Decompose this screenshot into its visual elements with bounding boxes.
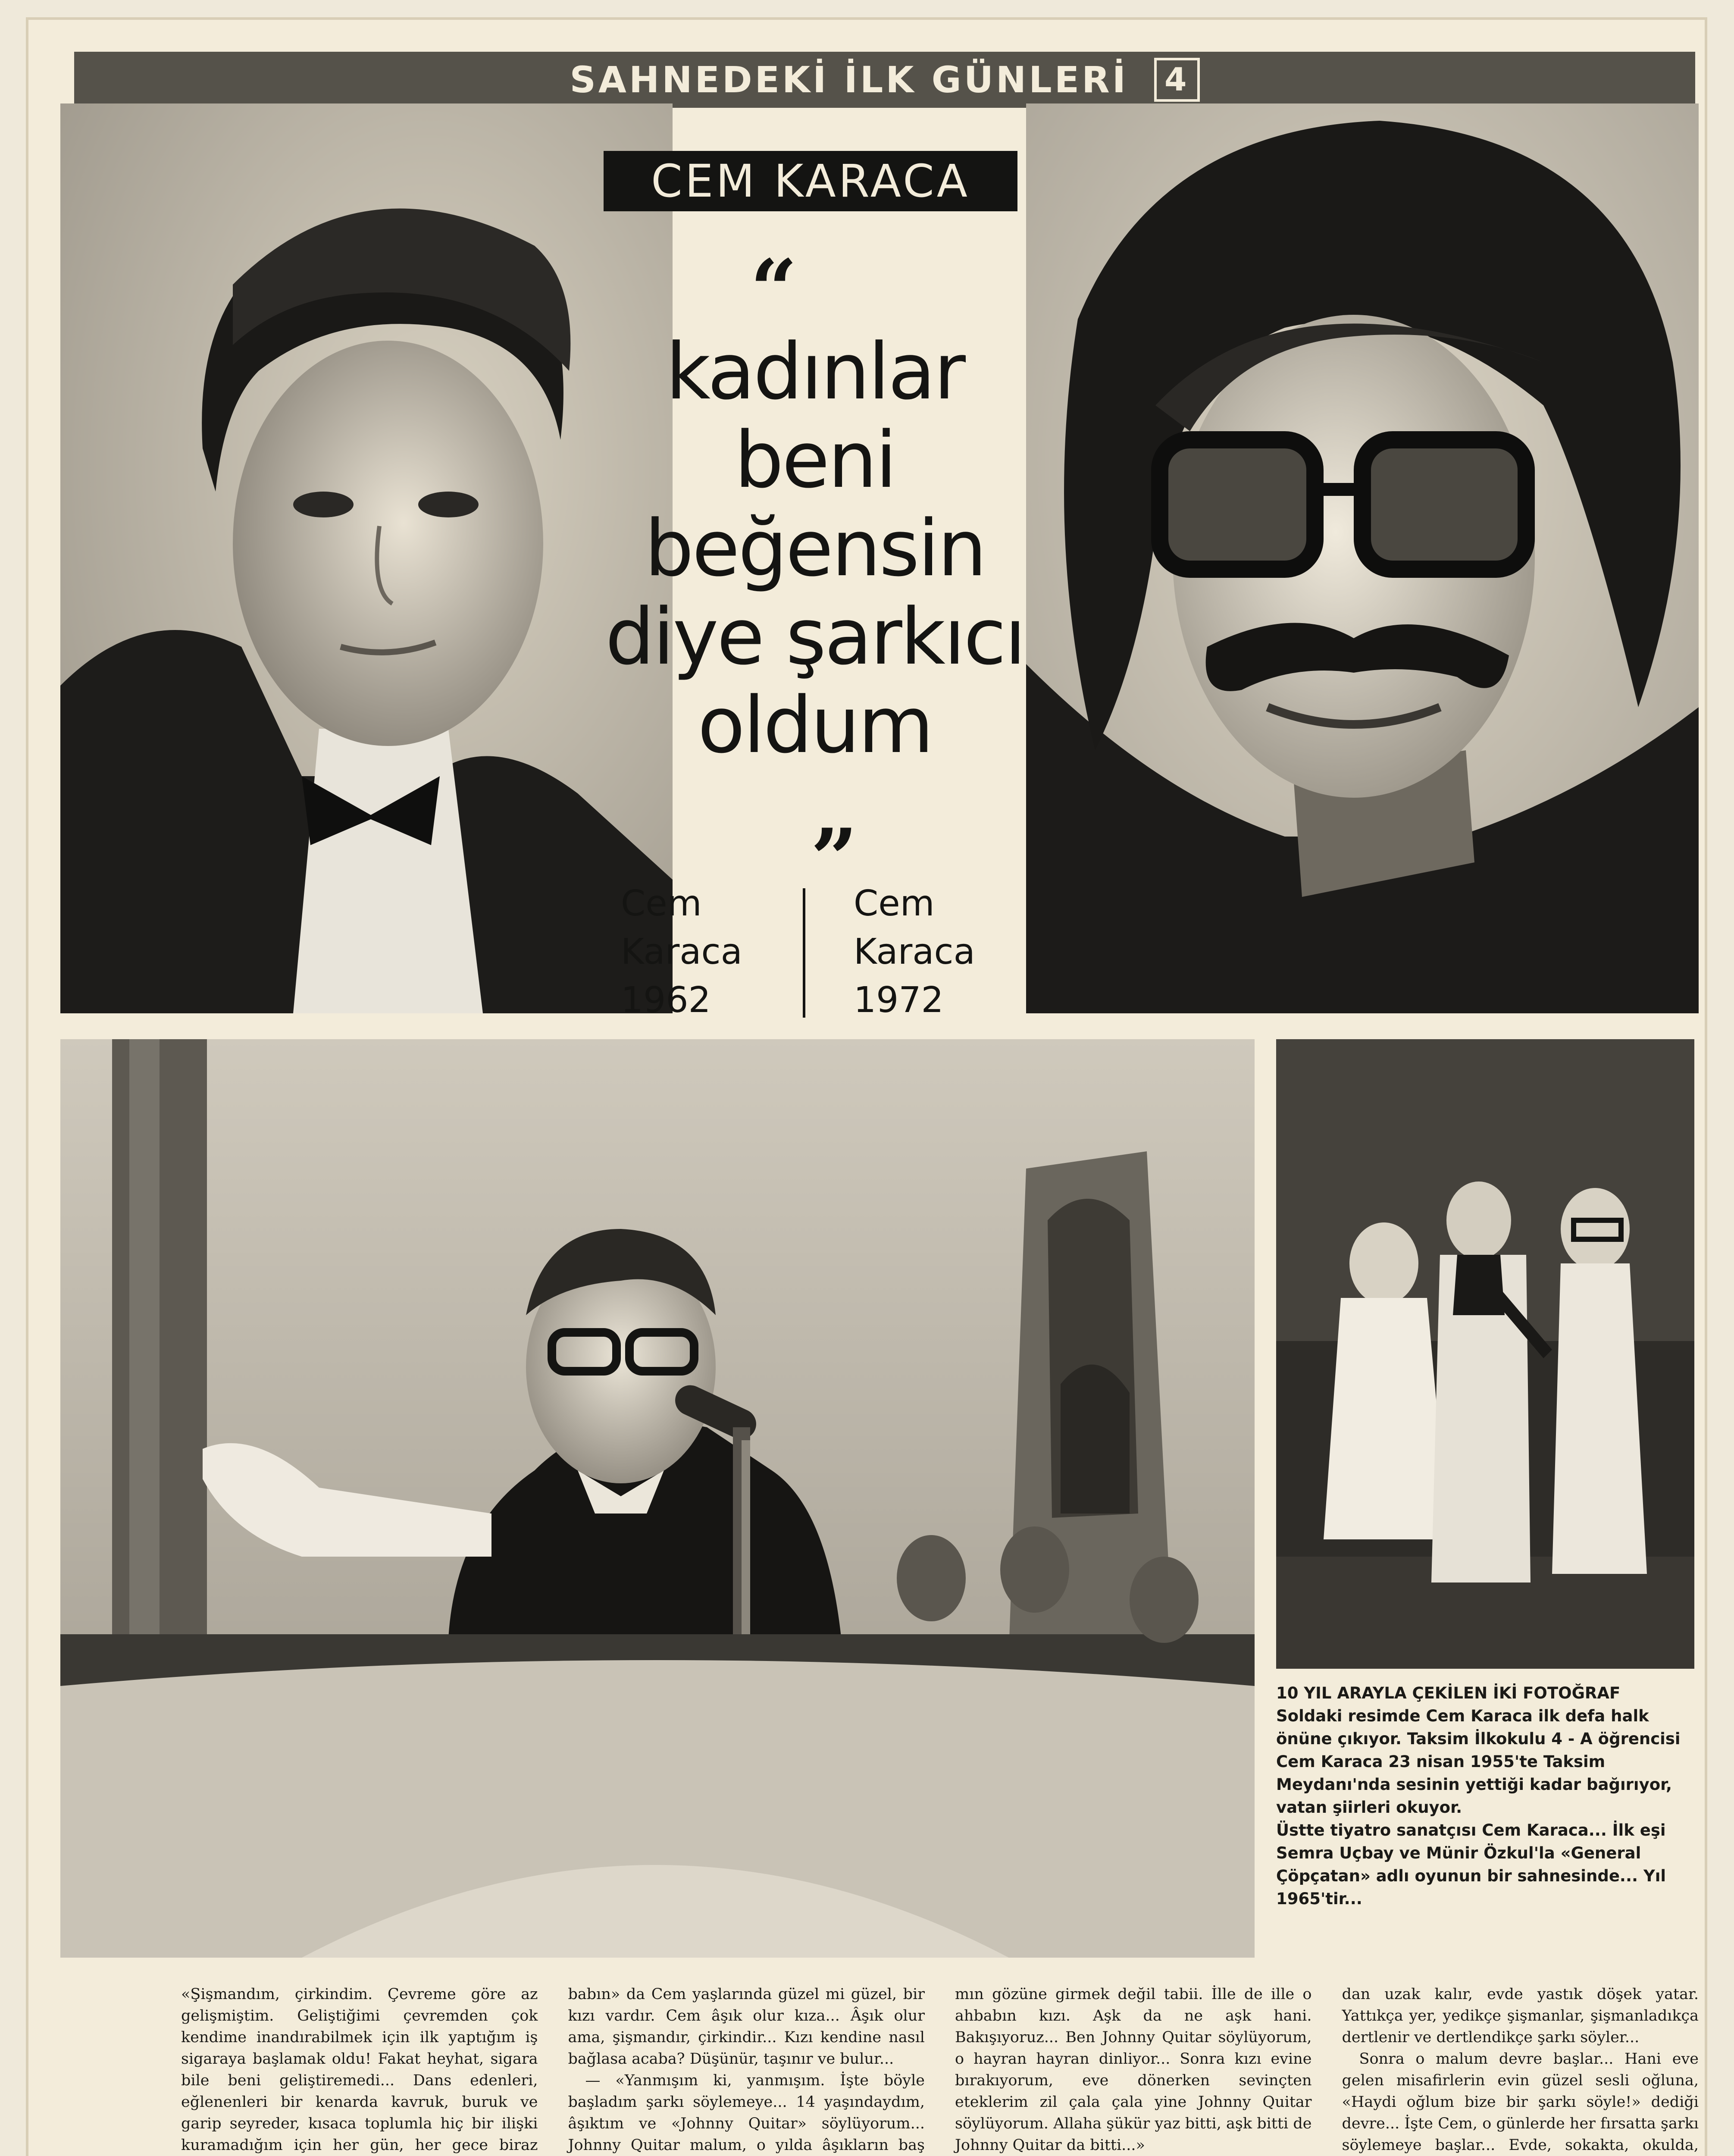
photo-caption-1972 <box>854 880 975 1025</box>
name-label: CEM KARACA <box>604 151 1017 211</box>
article-column <box>1342 1984 1699 2156</box>
photo-caption-1962 <box>621 880 742 1025</box>
paragraph: «Şişmandım, çirkindim. Çevreme göre az gelişmiştim. Geliştiğimi çevremden çok kendime inandırabilmek için ilk yaptığım iş sigaraya başlamak oldu! Fakat heyhat, sigara bile beni geliştiremedi... Dans edenleri, eğlenenleri bir kenarda kavruk, buruk ve garip seyreder, kısaca toplumla hiç bir ilişki kuramadığım için her gün, her gece biraz <box>181 1986 538 2154</box>
portrait-photo-1972 <box>1026 103 1699 1013</box>
caption-line: Karaca <box>854 931 975 972</box>
article-body <box>181 1984 1699 2156</box>
series-title: SAHNEDEKİ İLK GÜNLERİ <box>570 59 1129 101</box>
caption-text: Üstte tiyatro sanatçısı Cem Karaca... İlk eşi Semra Uçbay ve Münir Özkul'la «General Çöpçatan» adlı oyunun bir sahnesinde... Yıl 1965'tir... <box>1276 1821 1666 1908</box>
caption-line: Cem <box>621 883 702 924</box>
headline-line: beğensin <box>645 504 985 594</box>
caption-line: 1962 <box>621 980 711 1021</box>
stage-photo <box>1276 1039 1694 1669</box>
article-column <box>181 1984 538 2156</box>
caption-line: 1972 <box>854 980 944 1021</box>
headline-line: diye şarkıcı <box>605 592 1025 682</box>
headline-line: kadınlar <box>665 327 964 417</box>
part-number-box: 4 <box>1154 58 1200 102</box>
caption-divider <box>803 888 805 1018</box>
opening-quote-mark: “ <box>750 241 798 338</box>
article-column <box>955 1984 1312 2156</box>
headline-line: oldum <box>698 680 932 771</box>
caption-heading: 10 YIL ARAYLA ÇEKİLEN İKİ FOTOĞRAF <box>1276 1684 1621 1702</box>
paragraph: Sonra o malum devre başlar... Hani eve gelen misafirlerin evin güzel sesli oğluna, «Haydi oğlum bize bir şarkı söyle!» dediği devre... İşte Cem, o günlerde her fırsatta şarkı söylemeye başlar... Evde, sokakta, okulda, <box>1342 2050 1699 2154</box>
photo-caption-box <box>1276 1682 1699 1910</box>
paragraph: dan uzak kalır, evde yastık döşek yatar. Yattıkça yer, yedikçe şişmanlar, şişmanladıkça dertlenir ve dertlendikçe şarkı söyler... <box>1342 1986 1699 2046</box>
closing-quote-mark: ” <box>811 811 858 907</box>
series-header <box>74 52 1695 108</box>
caption-text: Soldaki resimde Cem Karaca ilk defa halk önüne çıkıyor. Taksim İlkokulu 4 - A öğrencisi Cem Karaca 23 nisan 1955'te Taksim Meydanı'nda sesinin yettiği kadar bağırıyor, vatan şiirleri okuyor. <box>1276 1707 1681 1817</box>
paragraph: mın gözüne girmek değil tabii. İlle de ille o ahbabın kızı. Aşk da ne aşk hani. Bakışıyoruz... Ben Johnny Quitar söylüyorum, o hayran hayran dinliyor... Sonra kızı evine bırakıyorum, eve dönerken sevinçten eteklerim zil çala çala yine Johnny Quitar söylüyorum. Allaha şükür yaz bitti, aşk bitti de Johnny Quitar da bitti...» <box>955 1986 1312 2154</box>
paragraph: babın» da Cem yaşlarında güzel mi güzel, bir kızı vardır. Cem âşık olur kıza... Âşık olur ama, şişmandır, çirkindir... Kızı kendine nasıl bağlasa acaba? Düşünür, taşınır ve bulur... <box>568 1986 925 2068</box>
caption-line: Karaca <box>621 931 742 972</box>
headline-line: beni <box>734 415 895 505</box>
speech-photo <box>60 1039 1255 1958</box>
headline <box>556 328 1074 770</box>
caption-line: Cem <box>854 883 935 924</box>
article-column <box>568 1984 925 2156</box>
paragraph: — «Yanmışım ki, yanmışım. İşte böyle başladım şarkı söylemeye... 14 yaşındaydım, âşıktım ve «Johnny Quitar» söylüyorum... Johnny Quitar malum, o yılda âşıkların baş <box>568 2072 925 2154</box>
